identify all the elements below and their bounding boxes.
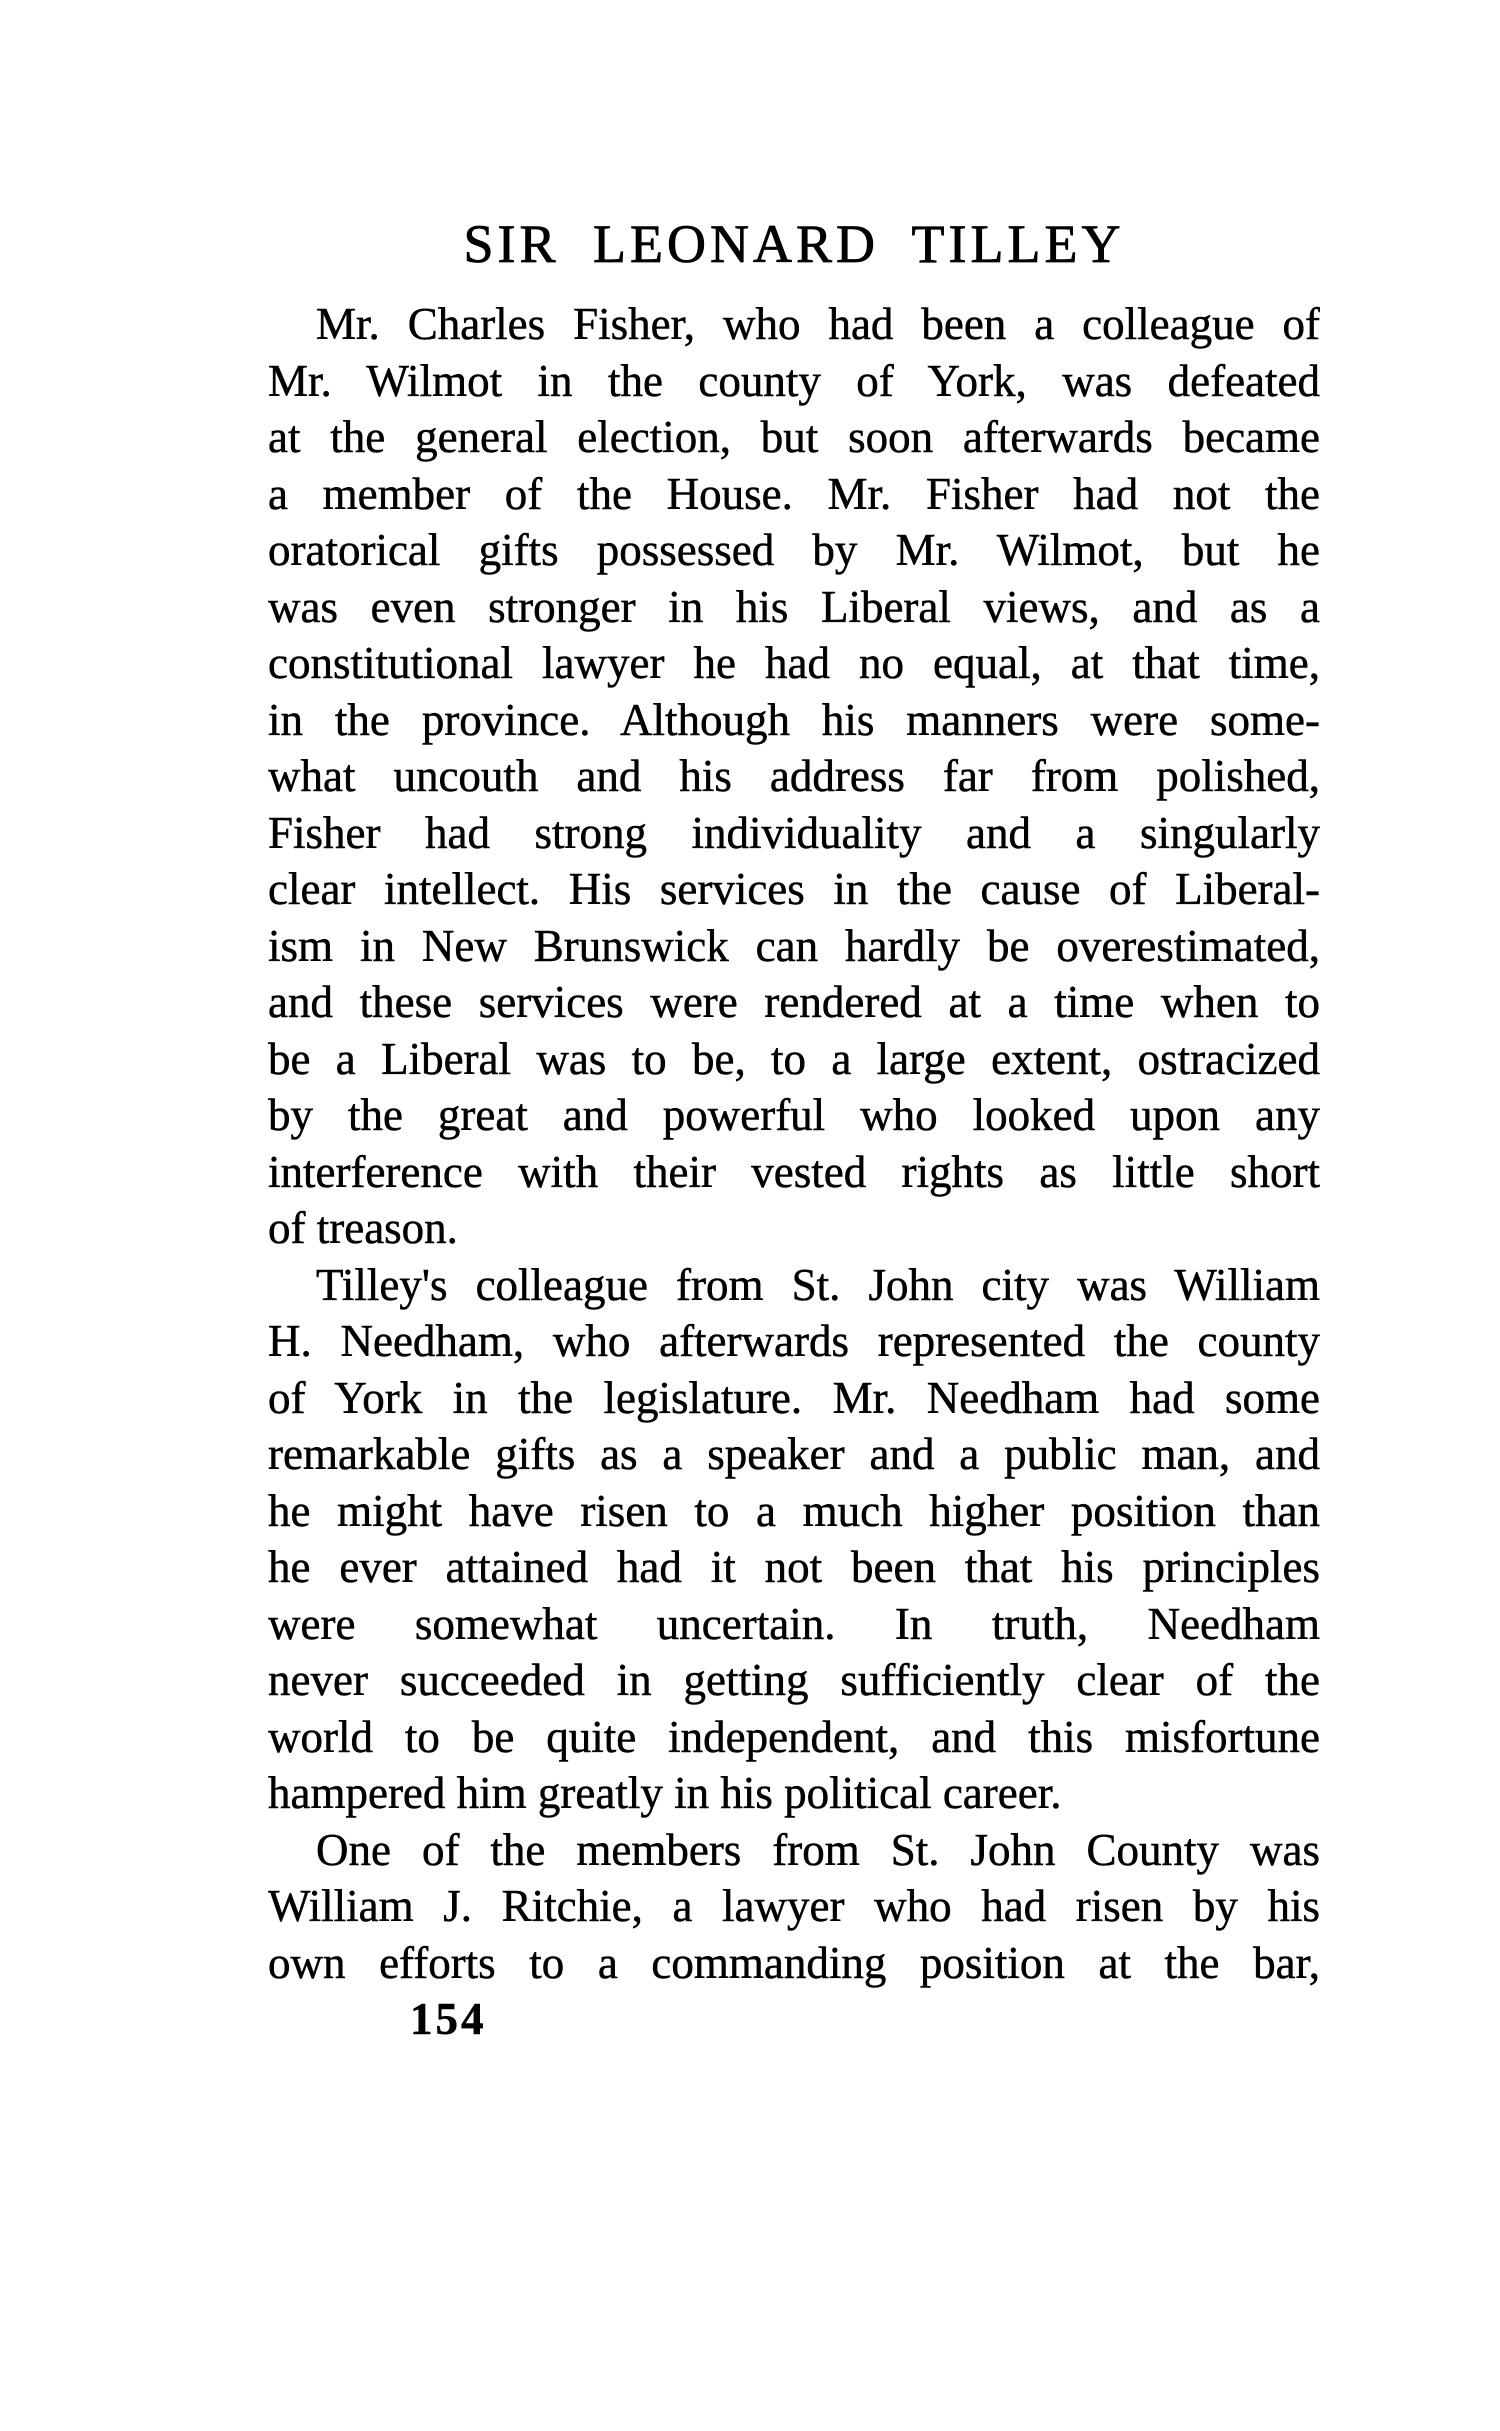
text-line: interference with their vested rights as little short [268, 1146, 1320, 1197]
text-line: clear intellect. His services in the cause of Liberal- [268, 864, 1320, 914]
text-column [268, 296, 1320, 1991]
text-line: own efforts to a commanding position at the bar, [268, 1937, 1320, 1988]
text-line: at the general election, but soon afterwards became [268, 412, 1320, 462]
text-line: and these services were rendered at a time when to [268, 977, 1320, 1027]
text-line: constitutional lawyer he had no equal, at that time, [268, 638, 1320, 688]
text-line: was even stronger in his Liberal views, and as a [268, 581, 1320, 632]
paragraph [268, 1822, 1320, 1992]
text-line: of York in the legislature. Mr. Needham had some [268, 1372, 1320, 1423]
page-number: 154 [410, 1994, 487, 2044]
text-line: never succeeded in getting sufficiently clear of the [268, 1655, 1320, 1705]
text-line: by the great and powerful who looked upon any [268, 1090, 1320, 1140]
text-line: world to be quite independent, and this misfortune [268, 1711, 1320, 1762]
text-line: Mr. Wilmot in the county of York, was defeated [268, 355, 1320, 406]
paragraph [268, 1257, 1320, 1822]
text-line: Tilley's colleague from St. John city was William [316, 1259, 1320, 1310]
text-line: One of the members from St. John County was [316, 1824, 1320, 1875]
text-line: he ever attained had it not been that his principles [268, 1542, 1320, 1592]
text-line: Mr. Charles Fisher, who had been a colleague of [316, 299, 1320, 349]
text-line: William J. Ritchie, a lawyer who had risen by his [268, 1881, 1320, 1931]
text-line: in the province. Although his manners were some- [268, 694, 1320, 745]
text-line: were somewhat uncertain. In truth, Needham [268, 1598, 1320, 1649]
text-line: Fisher had strong individuality and a singularly [268, 807, 1320, 858]
text-line: ism in New Brunswick can hardly be overestimated, [268, 920, 1320, 971]
text-line: hampered him greatly in his political career. [268, 1768, 1062, 1818]
paragraph [268, 296, 1320, 1257]
text-line: what uncouth and his address far from polished, [268, 751, 1320, 801]
text-line: oratorical gifts possessed by Mr. Wilmot, but he [268, 525, 1320, 575]
text-line: of treason. [268, 1203, 458, 1253]
page-heading: SIR LEONARD TILLEY [463, 214, 1125, 274]
text-line: remarkable gifts as a speaker and a public man, and [268, 1429, 1320, 1479]
text-line: be a Liberal was to be, to a large extent, ostracized [268, 1033, 1320, 1084]
text-line: he might have risen to a much higher position than [268, 1485, 1320, 1536]
text-line: a member of the House. Mr. Fisher had not the [268, 468, 1320, 519]
text-line: H. Needham, who afterwards represented the county [268, 1316, 1320, 1366]
